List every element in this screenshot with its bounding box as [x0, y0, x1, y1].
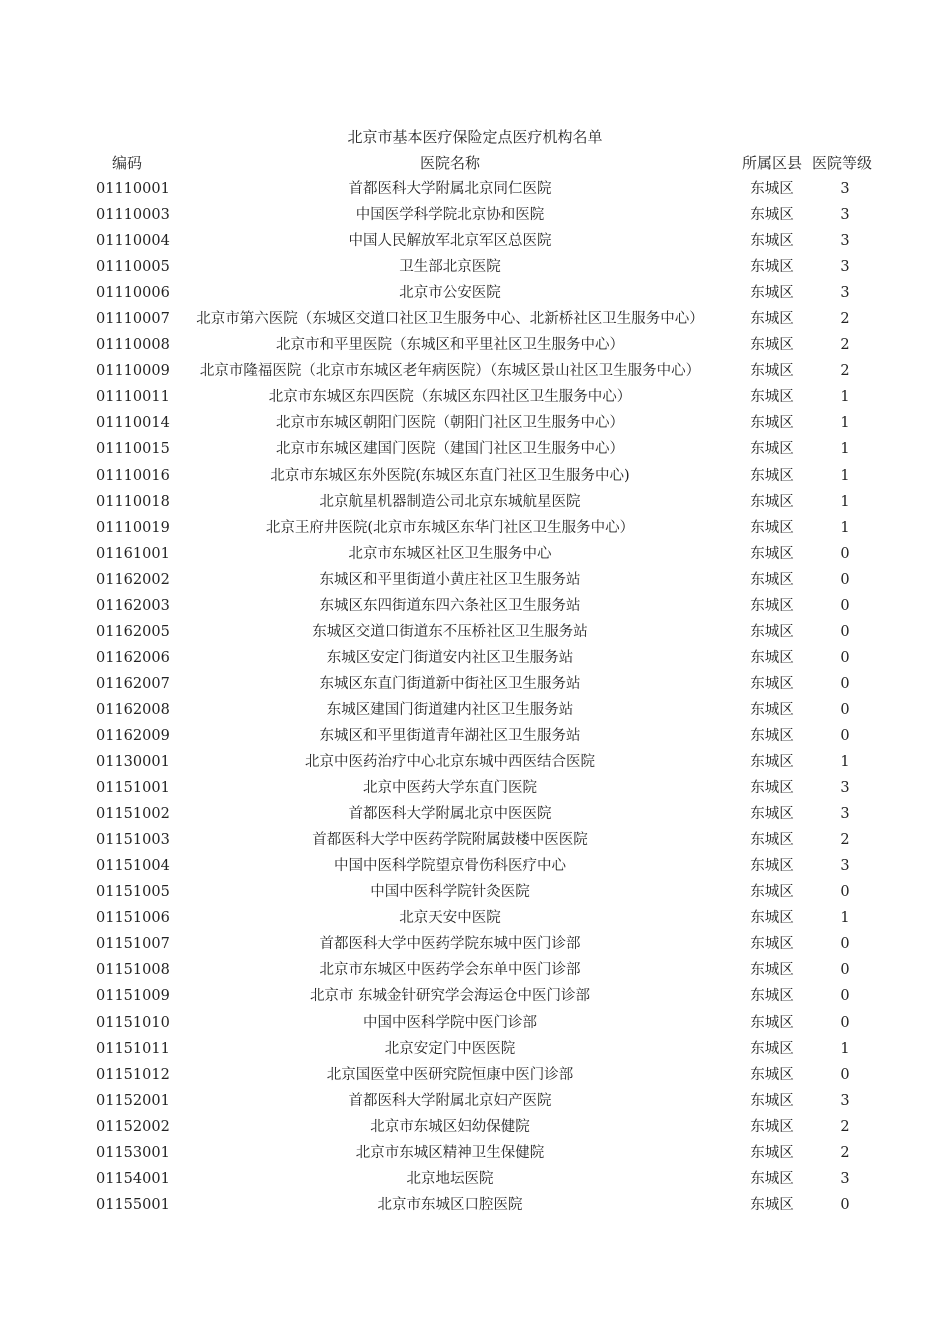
- cell-district: 东城区: [750, 1196, 794, 1213]
- cell-code: 01110008: [96, 337, 170, 354]
- cell-name: 北京国医堂中医研究院恒康中医门诊部: [326, 1066, 574, 1083]
- cell-name: 首都医科大学中医药学院附属鼓楼中医医院: [312, 832, 588, 849]
- cell-code: 01162002: [96, 571, 170, 588]
- cell-grade: 0: [840, 545, 850, 562]
- table-row: [0, 645, 950, 671]
- table-row: [0, 1140, 950, 1166]
- cell-grade: 2: [840, 1118, 850, 1135]
- table-row: [0, 306, 950, 332]
- cell-district: 东城区: [750, 233, 794, 250]
- cell-code: 01110004: [96, 233, 170, 250]
- cell-grade: 3: [840, 181, 850, 197]
- cell-district: 东城区: [750, 623, 794, 640]
- cell-grade: 2: [840, 337, 850, 354]
- cell-code: 01151004: [96, 858, 170, 875]
- table-row: [0, 879, 950, 905]
- cell-code: 01151006: [96, 910, 170, 927]
- cell-code: 01152001: [96, 1092, 170, 1109]
- cell-district: 东城区: [750, 519, 794, 536]
- cell-code: 01151011: [96, 1040, 170, 1057]
- table-row: [0, 358, 950, 384]
- cell-district: 东城区: [750, 910, 794, 927]
- cell-name: 首都医科大学附属北京同仁医院: [348, 181, 552, 197]
- cell-district: 东城区: [750, 754, 794, 771]
- hospital-table: [0, 176, 950, 1218]
- cell-code: 01154001: [96, 1170, 170, 1187]
- cell-name: 北京市和平里医院（东城区和平里社区卫生服务中心）: [276, 337, 624, 354]
- cell-district: 东城区: [750, 701, 794, 718]
- cell-code: 01162006: [96, 649, 170, 666]
- cell-grade: 1: [840, 467, 850, 484]
- table-row: [0, 723, 950, 749]
- cell-name: 北京市隆福医院（北京市东城区老年病医院）（东城区景山社区卫生服务中心）: [199, 363, 701, 380]
- cell-grade: 0: [840, 988, 850, 1005]
- table-row: [0, 983, 950, 1009]
- table-row: [0, 436, 950, 462]
- page-title: 北京市基本医疗保险定点医疗机构名单: [347, 128, 603, 146]
- cell-name: 北京市东城区朝阳门医院（朝阳门社区卫生服务中心）: [276, 415, 624, 432]
- cell-grade: 1: [840, 519, 850, 536]
- table-row: [0, 593, 950, 619]
- cell-name: 北京市 东城金针研究学会海运仓中医门诊部: [309, 988, 591, 1005]
- table-row: [0, 228, 950, 254]
- cell-district: 东城区: [750, 936, 794, 953]
- cell-code: 01110007: [96, 311, 170, 328]
- cell-name: 北京市东城区建国门医院（建国门社区卫生服务中心）: [276, 441, 624, 458]
- table-row: [0, 254, 950, 280]
- table-row: [0, 1062, 950, 1088]
- cell-name: 东城区东直门街道新中街社区卫生服务站: [319, 675, 581, 692]
- cell-district: 东城区: [750, 884, 794, 901]
- cell-district: 东城区: [750, 545, 794, 562]
- cell-grade: 0: [840, 962, 850, 979]
- cell-district: 东城区: [750, 649, 794, 666]
- cell-name: 北京市公安医院: [399, 285, 501, 302]
- cell-grade: 3: [840, 285, 850, 302]
- cell-code: 01110005: [96, 259, 170, 276]
- cell-code: 01151003: [96, 832, 170, 849]
- cell-district: 东城区: [750, 675, 794, 692]
- cell-grade: 3: [840, 1170, 850, 1187]
- cell-name: 北京中医药治疗中心北京东城中西医结合医院: [305, 754, 595, 771]
- table-row: [0, 853, 950, 879]
- table-row: [0, 1114, 950, 1140]
- cell-code: 01151008: [96, 962, 170, 979]
- cell-name: 北京市第六医院（东城区交道口社区卫生服务中心、北新桥社区卫生服务中心）: [196, 311, 704, 328]
- cell-name: 北京市东城区中医药学会东单中医门诊部: [319, 962, 581, 979]
- header-name: 医院名称: [419, 154, 480, 172]
- cell-code: 01151009: [96, 988, 170, 1005]
- table-row: [0, 332, 950, 358]
- cell-code: 01110016: [96, 467, 170, 484]
- cell-code: 01155001: [96, 1196, 170, 1213]
- cell-code: 01110001: [96, 181, 170, 197]
- cell-code: 01151002: [96, 806, 170, 823]
- table-row: [0, 176, 950, 202]
- table-row: [0, 671, 950, 697]
- cell-district: 东城区: [750, 259, 794, 276]
- cell-grade: 0: [840, 571, 850, 588]
- cell-grade: 2: [840, 311, 850, 328]
- cell-code: 01162009: [96, 727, 170, 744]
- table-row: [0, 957, 950, 983]
- cell-name: 北京王府井医院(北京市东城区东华门社区卫生服务中心）: [265, 519, 635, 536]
- cell-district: 东城区: [750, 493, 794, 510]
- table-row: [0, 1036, 950, 1062]
- cell-code: 01110011: [96, 389, 170, 406]
- cell-code: 01110018: [96, 493, 170, 510]
- cell-name: 首都医科大学中医药学院东城中医门诊部: [319, 936, 581, 953]
- table-row: [0, 515, 950, 541]
- cell-name: 中国中医科学院望京骨伤科医疗中心: [334, 858, 566, 875]
- cell-name: 东城区建国门街道建内社区卫生服务站: [326, 701, 574, 718]
- cell-district: 东城区: [750, 311, 794, 328]
- cell-grade: 0: [840, 1014, 850, 1031]
- table-row: [0, 1088, 950, 1114]
- cell-district: 东城区: [750, 389, 794, 406]
- cell-district: 东城区: [750, 467, 794, 484]
- table-row: [0, 489, 950, 515]
- cell-grade: 0: [840, 884, 850, 901]
- cell-name: 东城区交道口街道东不压桥社区卫生服务站: [312, 623, 588, 640]
- cell-district: 东城区: [750, 363, 794, 380]
- cell-name: 东城区和平里街道青年湖社区卫生服务站: [319, 727, 581, 744]
- cell-district: 东城区: [750, 1040, 794, 1057]
- cell-district: 东城区: [750, 415, 794, 432]
- cell-code: 01151012: [96, 1066, 170, 1083]
- cell-code: 01162003: [96, 597, 170, 614]
- table-row: [0, 775, 950, 801]
- cell-name: 中国中医科学院针灸医院: [370, 884, 530, 901]
- cell-district: 东城区: [750, 181, 794, 197]
- cell-district: 东城区: [750, 962, 794, 979]
- cell-grade: 2: [840, 1144, 850, 1161]
- table-row: [0, 931, 950, 957]
- cell-grade: 1: [840, 754, 850, 771]
- cell-code: 01162007: [96, 675, 170, 692]
- cell-name: 北京中医药大学东直门医院: [363, 780, 537, 797]
- cell-district: 东城区: [750, 1118, 794, 1135]
- cell-grade: 1: [840, 441, 850, 458]
- cell-name: 首都医科大学附属北京妇产医院: [348, 1092, 552, 1109]
- cell-name: 中国中医科学院中医门诊部: [363, 1014, 537, 1031]
- cell-grade: 0: [840, 701, 850, 718]
- cell-name: 东城区东四街道东四六条社区卫生服务站: [319, 597, 581, 614]
- cell-name: 北京航星机器制造公司北京东城航星医院: [319, 493, 581, 510]
- cell-code: 01151005: [96, 884, 170, 901]
- cell-code: 01162005: [96, 623, 170, 640]
- cell-district: 东城区: [750, 780, 794, 797]
- cell-name: 北京市东城区东外医院(东城区东直门社区卫生服务中心): [270, 467, 630, 484]
- header-district: 所属区县: [742, 154, 803, 172]
- cell-code: 01110009: [96, 363, 170, 380]
- cell-district: 东城区: [750, 1144, 794, 1161]
- table-row: [0, 619, 950, 645]
- cell-district: 东城区: [750, 727, 794, 744]
- cell-code: 01110003: [96, 207, 170, 224]
- table-row: [0, 384, 950, 410]
- cell-name: 中国人民解放军北京军区总医院: [348, 233, 552, 250]
- table-row: [0, 1166, 950, 1192]
- cell-grade: 0: [840, 727, 850, 744]
- cell-district: 东城区: [750, 832, 794, 849]
- cell-grade: 3: [840, 207, 850, 224]
- cell-code: 01151010: [96, 1014, 170, 1031]
- header-grade: 医院等级: [812, 154, 873, 172]
- cell-grade: 3: [840, 259, 850, 276]
- cell-district: 东城区: [750, 571, 794, 588]
- table-row: [0, 202, 950, 228]
- cell-name: 北京地坛医院: [406, 1170, 494, 1187]
- cell-grade: 0: [840, 623, 850, 640]
- table-row: [0, 1010, 950, 1036]
- cell-code: 01153001: [96, 1144, 170, 1161]
- cell-district: 东城区: [750, 441, 794, 458]
- table-row: [0, 280, 950, 306]
- table-row: [0, 541, 950, 567]
- cell-district: 东城区: [750, 1014, 794, 1031]
- cell-code: 01161001: [96, 545, 170, 562]
- table-row: [0, 827, 950, 853]
- cell-grade: 0: [840, 1066, 850, 1083]
- cell-name: 北京市东城区口腔医院: [377, 1196, 523, 1213]
- cell-name: 东城区和平里街道小黄庄社区卫生服务站: [319, 571, 581, 588]
- table-row: [0, 410, 950, 436]
- header-code: 编码: [112, 154, 143, 172]
- cell-grade: 2: [840, 363, 850, 380]
- cell-grade: 3: [840, 233, 850, 250]
- cell-grade: 2: [840, 832, 850, 849]
- table-row: [0, 463, 950, 489]
- cell-district: 东城区: [750, 858, 794, 875]
- cell-grade: 1: [840, 389, 850, 406]
- cell-code: 01110014: [96, 415, 170, 432]
- cell-district: 东城区: [750, 337, 794, 354]
- cell-name: 北京安定门中医医院: [384, 1040, 516, 1057]
- cell-name: 首都医科大学附属北京中医医院: [348, 806, 552, 823]
- table-row: [0, 749, 950, 775]
- cell-name: 东城区安定门街道安内社区卫生服务站: [326, 649, 574, 666]
- table-row: [0, 1192, 950, 1218]
- cell-district: 东城区: [750, 1170, 794, 1187]
- cell-district: 东城区: [750, 597, 794, 614]
- cell-name: 北京市东城区精神卫生保健院: [355, 1144, 545, 1161]
- cell-grade: 3: [840, 780, 850, 797]
- cell-grade: 1: [840, 493, 850, 510]
- cell-code: 01110006: [96, 285, 170, 302]
- cell-code: 01162008: [96, 701, 170, 718]
- cell-grade: 0: [840, 936, 850, 953]
- cell-grade: 0: [840, 675, 850, 692]
- cell-grade: 3: [840, 1092, 850, 1109]
- cell-district: 东城区: [750, 806, 794, 823]
- cell-code: 01110019: [96, 519, 170, 536]
- cell-name: 北京市东城区东四医院（东城区东四社区卫生服务中心）: [268, 389, 632, 406]
- cell-grade: 0: [840, 1196, 850, 1213]
- cell-name: 北京天安中医院: [399, 910, 501, 927]
- cell-district: 东城区: [750, 1092, 794, 1109]
- cell-name: 中国医学科学院北京协和医院: [355, 207, 545, 224]
- cell-grade: 1: [840, 415, 850, 432]
- table-row: [0, 905, 950, 931]
- cell-code: 01110015: [96, 441, 170, 458]
- cell-grade: 3: [840, 858, 850, 875]
- cell-grade: 0: [840, 597, 850, 614]
- cell-code: 01151007: [96, 936, 170, 953]
- cell-grade: 3: [840, 806, 850, 823]
- cell-district: 东城区: [750, 207, 794, 224]
- cell-name: 北京市东城区社区卫生服务中心: [348, 545, 552, 562]
- cell-code: 01151001: [96, 780, 170, 797]
- cell-name: 卫生部北京医院: [399, 259, 501, 276]
- cell-district: 东城区: [750, 988, 794, 1005]
- table-row: [0, 801, 950, 827]
- cell-grade: 0: [840, 649, 850, 666]
- table-row: [0, 697, 950, 723]
- table-row: [0, 567, 950, 593]
- cell-grade: 1: [840, 910, 850, 927]
- cell-district: 东城区: [750, 1066, 794, 1083]
- cell-name: 北京市东城区妇幼保健院: [370, 1118, 530, 1135]
- cell-code: 01130001: [96, 754, 170, 771]
- cell-code: 01152002: [96, 1118, 170, 1135]
- cell-grade: 1: [840, 1040, 850, 1057]
- cell-district: 东城区: [750, 285, 794, 302]
